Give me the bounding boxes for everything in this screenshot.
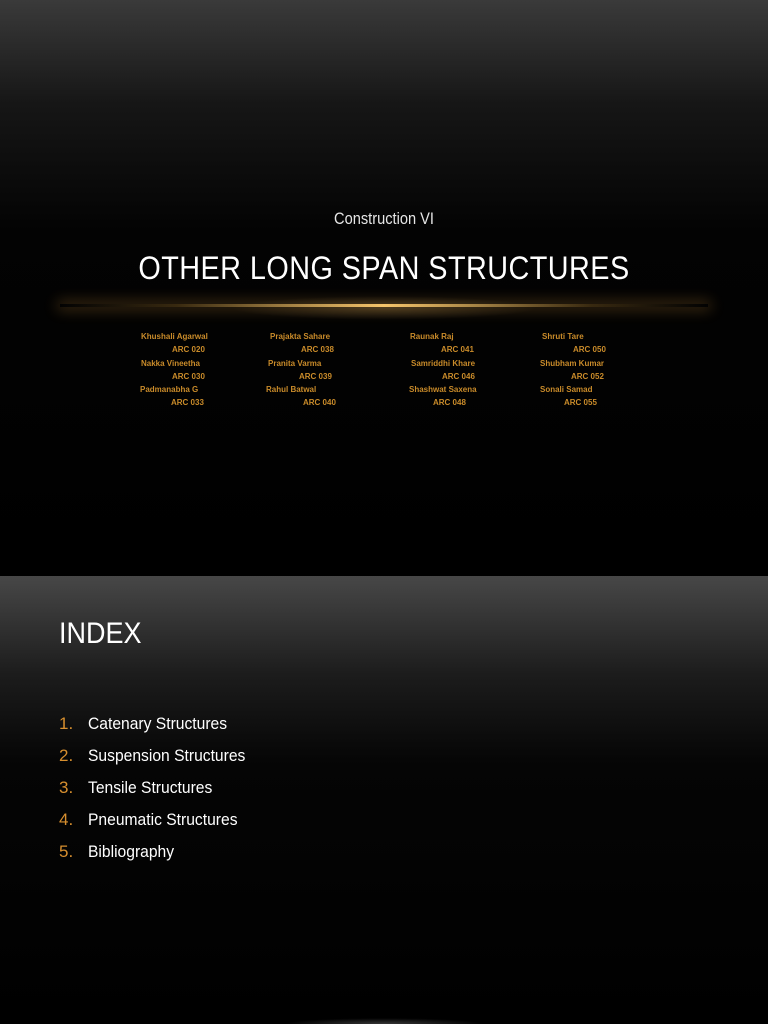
title-glow-halo xyxy=(230,296,538,320)
author-name: Sonali Samad xyxy=(540,385,593,394)
author-code: ARC 041 xyxy=(441,345,474,354)
title-divider-glow xyxy=(60,304,708,307)
author-code: ARC 020 xyxy=(172,345,205,354)
author-code: ARC 050 xyxy=(573,345,606,354)
author-name: Rahul Batwal xyxy=(266,385,317,394)
index-slide xyxy=(0,576,768,1024)
author-code: ARC 055 xyxy=(564,398,597,407)
index-number: 4. xyxy=(59,810,74,829)
index-label: Tensile Structures xyxy=(88,778,213,797)
bottom-glow xyxy=(284,1018,484,1024)
author-name: Pranita Varma xyxy=(268,359,322,368)
author-name: Nakka Vineetha xyxy=(141,359,200,368)
index-item xyxy=(59,714,259,746)
author-entry xyxy=(410,330,530,356)
author-name: Samriddhi Khare xyxy=(411,359,476,368)
author-entry xyxy=(411,357,531,383)
index-number: 5. xyxy=(59,842,74,861)
slide-title: OTHER LONG SPAN STRUCTURES xyxy=(138,250,630,286)
author-entry xyxy=(540,383,660,409)
index-number: 1. xyxy=(59,714,74,733)
index-item xyxy=(59,746,259,778)
author-code: ARC 038 xyxy=(301,345,334,354)
index-item xyxy=(59,842,259,874)
author-entry xyxy=(140,383,260,409)
author-code: ARC 039 xyxy=(299,372,332,381)
author-code: ARC 048 xyxy=(433,398,466,407)
author-code: ARC 046 xyxy=(442,372,475,381)
index-item xyxy=(59,778,259,810)
author-name: Raunak Raj xyxy=(410,332,454,341)
author-entry xyxy=(268,357,388,383)
author-name: Shubham Kumar xyxy=(540,359,605,368)
index-title: INDEX xyxy=(59,617,142,650)
index-label: Bibliography xyxy=(88,842,175,861)
author-name: Padmanabha G xyxy=(140,385,199,394)
author-name: Khushali Agarwal xyxy=(141,332,208,341)
author-name: Prajakta Sahare xyxy=(270,332,331,341)
index-item xyxy=(59,810,259,842)
author-name: Shruti Tare xyxy=(542,332,584,341)
author-entry xyxy=(141,330,261,356)
author-entry xyxy=(270,330,390,356)
index-number: 2. xyxy=(59,746,74,765)
author-code: ARC 033 xyxy=(171,398,204,407)
index-label: Pneumatic Structures xyxy=(88,810,238,829)
author-entry xyxy=(409,383,529,409)
index-list xyxy=(59,714,259,874)
index-label: Catenary Structures xyxy=(88,714,228,733)
slide-subtitle: Construction VI xyxy=(334,209,434,228)
author-code: ARC 030 xyxy=(172,372,205,381)
index-number: 3. xyxy=(59,778,74,797)
author-name: Shashwat Saxena xyxy=(409,385,477,394)
author-entry xyxy=(266,383,386,409)
author-entry xyxy=(540,357,660,383)
author-code: ARC 052 xyxy=(571,372,604,381)
author-code: ARC 040 xyxy=(303,398,336,407)
author-entry xyxy=(141,357,261,383)
author-entry xyxy=(542,330,662,356)
index-label: Suspension Structures xyxy=(88,746,246,765)
